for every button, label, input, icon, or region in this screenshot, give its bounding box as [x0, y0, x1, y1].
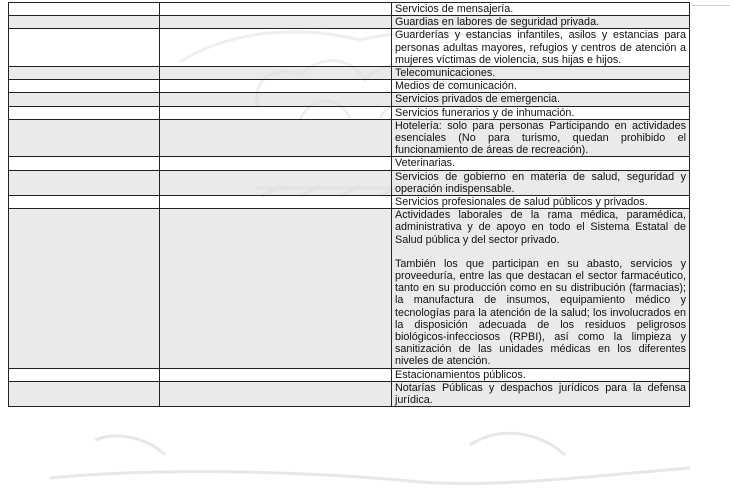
empty-cell-subcategory [160, 381, 392, 406]
table-row [9, 157, 690, 170]
empty-cell-subcategory [160, 157, 392, 170]
empty-cell-subcategory [160, 80, 392, 93]
activity-text: Medios de comunicación. [395, 80, 517, 93]
empty-cell-category [9, 3, 160, 16]
essential-activities-table [8, 2, 690, 407]
activity-description-cell [392, 67, 690, 80]
empty-cell-category [9, 80, 160, 93]
empty-cell-category [9, 196, 160, 209]
activity-text: Servicios funerarios y de inhumación. [395, 106, 575, 119]
empty-cell-category [9, 381, 160, 406]
empty-cell-subcategory [160, 3, 392, 16]
empty-cell-category [9, 106, 160, 119]
table-row [9, 93, 690, 106]
activity-text: Notarías Públicas y despachos jurídicos para la defensa jurídica. [395, 381, 686, 407]
activity-text: Estacionamientos públicos. [395, 368, 526, 381]
activity-description-cell [392, 170, 690, 195]
empty-cell-subcategory [160, 16, 392, 29]
table-row [9, 381, 690, 406]
empty-cell-category [9, 157, 160, 170]
activity-text: Hotelería: solo para personas Participando en actividades esenciales (No para turismo, quedan prohibido el funcionamiento de áreas de recreación). [395, 119, 686, 157]
empty-cell-subcategory [160, 196, 392, 209]
table-row [9, 170, 690, 195]
activity-description-cell [392, 80, 690, 93]
activity-text: Servicios privados de emergencia. [395, 93, 561, 106]
activity-description-cell [392, 368, 690, 381]
table-row [9, 106, 690, 119]
empty-cell-subcategory [160, 106, 392, 119]
page-edge-line [692, 5, 730, 6]
activity-text: Servicios de gobierno en materia de salud, seguridad y operación indispensable. [395, 170, 686, 195]
table-row [9, 16, 690, 29]
empty-cell-category [9, 368, 160, 381]
activity-description-cell [392, 106, 690, 119]
activity-text: Guarderías y estancias infantiles, asilos y estancias para personas adultas mayores, refugios y centros de atención a mujeres víctimas de violencia, sus hijas e hijos. [395, 29, 686, 66]
table-row [9, 80, 690, 93]
activity-text: Servicios profesionales de salud públicos y privados. [395, 196, 648, 209]
empty-cell-subcategory [160, 29, 392, 67]
empty-cell-category [9, 170, 160, 195]
activity-description-cell [392, 16, 690, 29]
activity-description-cell [392, 209, 690, 368]
activity-text: Servicios de mensajería. [395, 3, 514, 15]
empty-cell-category [9, 16, 160, 29]
table-row [9, 196, 690, 209]
table-row [9, 209, 690, 368]
empty-cell-category [9, 209, 160, 368]
activity-text: Guardias en labores de seguridad privada. [395, 16, 600, 29]
table-row [9, 368, 690, 381]
empty-cell-subcategory [160, 368, 392, 381]
table-row [9, 67, 690, 80]
activity-description-cell [392, 3, 690, 16]
table-row [9, 29, 690, 67]
activity-text: Veterinarias. [395, 157, 456, 170]
empty-cell-category [9, 119, 160, 157]
empty-cell-category [9, 93, 160, 106]
activity-description-cell [392, 157, 690, 170]
table-row [9, 3, 690, 16]
activity-description-cell [392, 196, 690, 209]
activity-description-cell [392, 93, 690, 106]
activity-text: Actividades laborales de la rama médica, paramédica, administrativa y de apoyo en todo el Sistema Estatal de Salud pública y del sector privado. [395, 209, 686, 246]
empty-cell-subcategory [160, 119, 392, 157]
activity-text-paragraph-2: También los que participan en su abasto, servicios y proveeduría, entre las que destacan el sector farmacéutico, tanto en su producción como en su distribución (farmacias); la manufactura de insumos, equipamiento médico y tecnologías para la atención de la salud; los involucrados en la disposición adecuada de los residuos peligrosos biológicos-infecciosos (RPBI), así como la limpieza y sanitización de las unidades médicas en los diferentes niveles de atención. [395, 257, 686, 368]
activity-description-cell [392, 29, 690, 67]
empty-cell-subcategory [160, 93, 392, 106]
activity-description-cell [392, 381, 690, 406]
table-row [9, 119, 690, 157]
activity-description-cell [392, 119, 690, 157]
activity-text: Telecomunicaciones. [395, 67, 496, 80]
empty-cell-subcategory [160, 67, 392, 80]
empty-cell-category [9, 67, 160, 80]
empty-cell-subcategory [160, 209, 392, 368]
empty-cell-subcategory [160, 170, 392, 195]
empty-cell-category [9, 29, 160, 67]
